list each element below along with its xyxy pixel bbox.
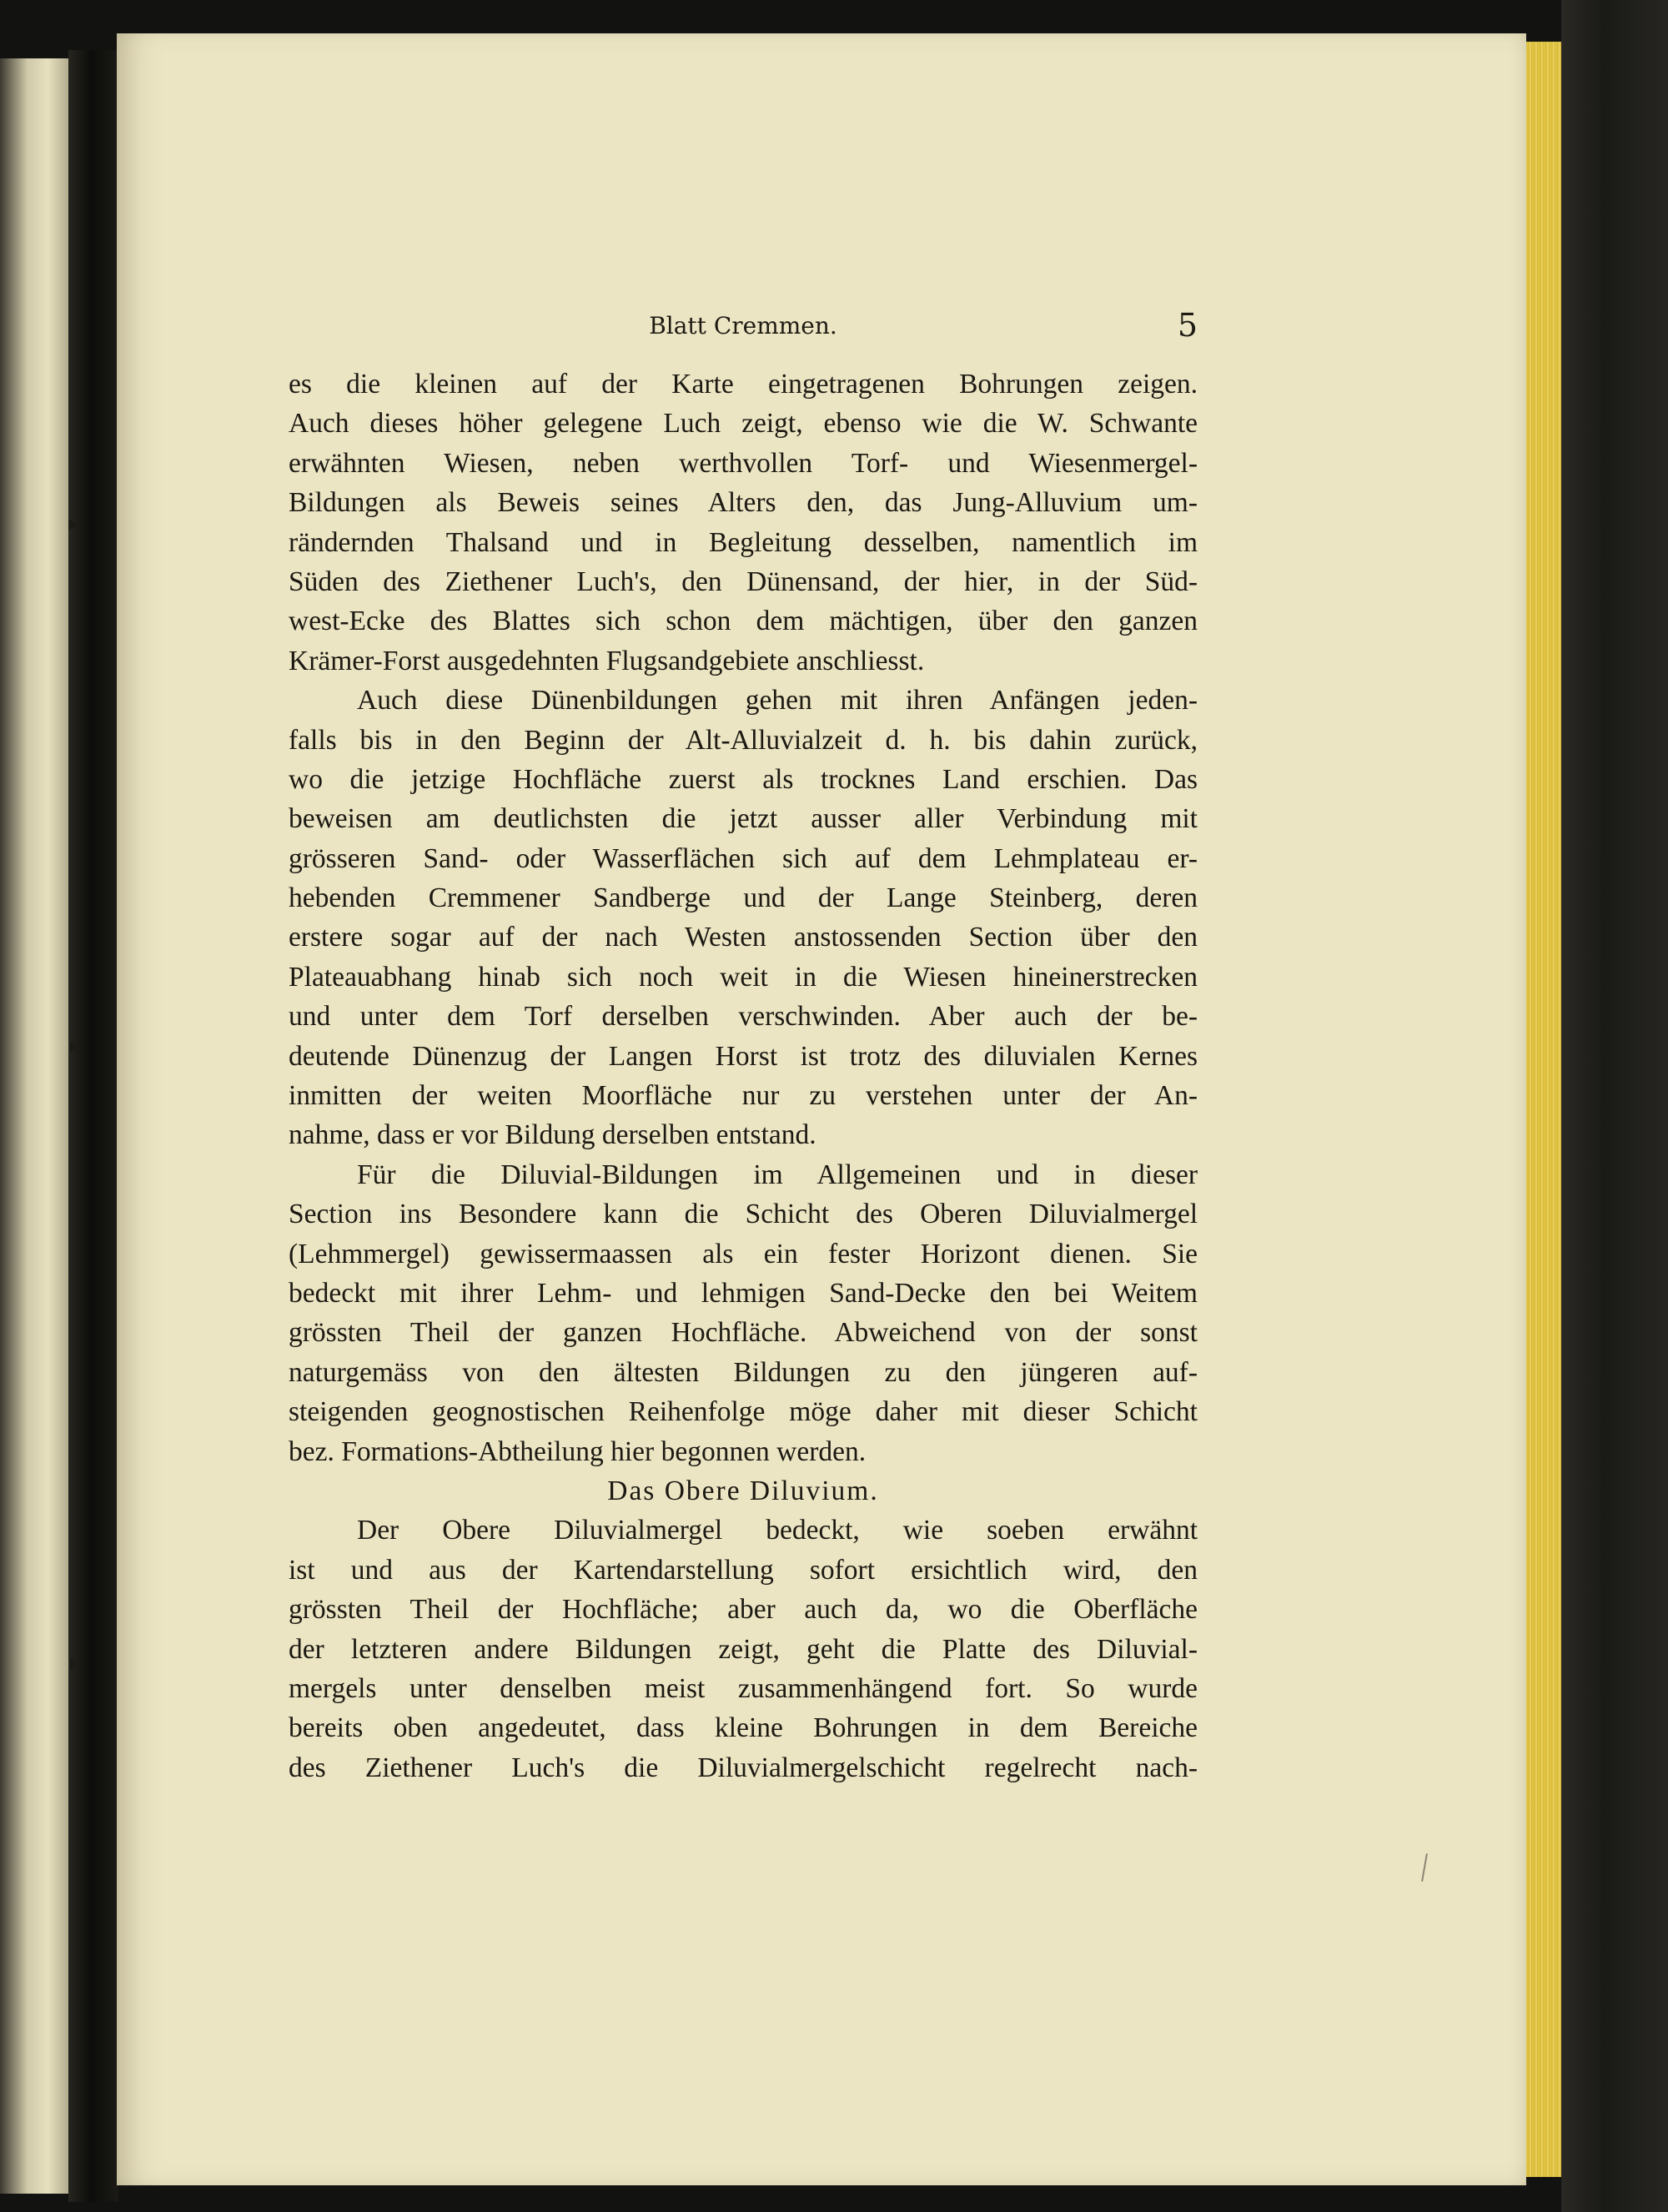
text-line: bedeckt mit ihrer Lehm- und lehmigen Sand-Decke den bei Weitem <box>289 1277 1198 1309</box>
text-line: Auch dieses höher gelegene Luch zeigt, ebenso wie die W. Schwante <box>289 408 1198 440</box>
running-title: Blatt Cremmen. <box>649 312 837 339</box>
text-line: grössten Theil der ganzen Hochfläche. Abweichend von der sonst <box>289 1317 1198 1349</box>
text-line: steigenden geognostischen Reihenfolge möge daher mit dieser Schicht <box>289 1396 1198 1428</box>
text-line: Süden des Ziethener Luch's, den Dünensand, der hier, in der Süd- <box>289 566 1198 597</box>
margin-mark-icon <box>70 1658 78 1670</box>
text-line: beweisen am deutlichsten die jetzt ausser aller Verbindung mit <box>289 803 1198 835</box>
text-line: deutende Dünenzug der Langen Horst ist trotz des diluvialen Kernes <box>289 1040 1198 1072</box>
text-line: der letzteren andere Bildungen zeigt, geht die Platte des Diluvial- <box>289 1633 1198 1665</box>
text-line: mergels unter denselben meist zusammenhängend fort. So wurde <box>289 1672 1198 1704</box>
text-line: Krämer-Forst ausgedehnten Flugsandgebiete anschliesst. <box>289 645 925 676</box>
book-gutter <box>68 50 118 2202</box>
text-line: falls bis in den Beginn der Alt-Alluvialzeit d. h. bis dahin zurück, <box>289 724 1198 756</box>
text-line: nahme, dass er vor Bildung derselben entstand. <box>289 1119 816 1151</box>
text-line: ist und aus der Kartendarstellung sofort ersichtlich wird, den <box>289 1554 1198 1586</box>
text-line: naturgemäss von den ältesten Bildungen zu den jüngeren auf- <box>289 1356 1198 1388</box>
book-cover <box>1561 0 1668 2212</box>
text-line: Section ins Besondere kann die Schicht des Oberen Diluvialmergel <box>289 1199 1198 1230</box>
text-line: erstere sogar auf der nach Westen anstossenden Section über den <box>289 922 1198 953</box>
text-line: bez. Formations-Abtheilung hier begonnen werden. <box>289 1435 867 1467</box>
text-line: Bildungen als Beweis seines Alters den, das Jung-Alluvium um- <box>289 487 1198 519</box>
text-line: wo die jetzige Hochfläche zuerst als trocknes Land erschien. Das <box>289 763 1198 795</box>
text-line: (Lehmmergel) gewissermaassen als ein fester Horizont dienen. Sie <box>289 1238 1198 1269</box>
text-line: es die kleinen auf der Karte eingetragenen Bohrungen zeigen. <box>289 369 1198 400</box>
text-line: Auch diese Dünenbildungen gehen mit ihren Anfängen jeden- <box>357 685 1198 716</box>
text-line: grössten Theil der Hochfläche; aber auch da, wo die Oberfläche <box>289 1594 1198 1626</box>
running-header <box>289 307 1198 349</box>
page-number: 5 <box>1177 307 1198 344</box>
body-text <box>289 364 1198 1787</box>
page-block-edge <box>1526 42 1561 2177</box>
text-line: rändernden Thalsand und in Begleitung desselben, namentlich im <box>289 526 1198 558</box>
text-line: grösseren Sand- oder Wasserflächen sich auf dem Lehmplateau er- <box>289 842 1198 874</box>
text-line: bereits oben angedeutet, dass kleine Bohrungen in dem Bereiche <box>289 1712 1198 1744</box>
margin-mark-icon <box>68 519 77 530</box>
section-heading: Das Obere Diluvium. <box>607 1475 879 1506</box>
text-line: und unter dem Torf derselben verschwinden. Aber auch der be- <box>289 1001 1198 1033</box>
text-line: erwähnten Wiesen, neben werthvollen Torf- und Wiesenmergel- <box>289 447 1198 479</box>
previous-page-edge <box>0 58 68 2194</box>
text-line: Der Obere Diluvialmergel bedeckt, wie soeben erwähnt <box>357 1515 1198 1546</box>
text-line: des Ziethener Luch's die Diluvialmergelschicht regelrecht nach- <box>289 1752 1198 1783</box>
text-line: inmitten der weiten Moorfläche nur zu verstehen unter der An- <box>289 1080 1198 1112</box>
text-line: Plateauabhang hinab sich noch weit in die Wiesen hineinerstrecken <box>289 961 1198 993</box>
text-line: hebenden Cremmener Sandberge und der Lange Steinberg, deren <box>289 882 1198 914</box>
margin-mark-icon <box>70 1041 78 1053</box>
text-line: west-Ecke des Blattes sich schon dem mächtigen, über den ganzen <box>289 606 1198 637</box>
text-line: Für die Diluvial-Bildungen im Allgemeinen und in dieser <box>357 1159 1198 1190</box>
